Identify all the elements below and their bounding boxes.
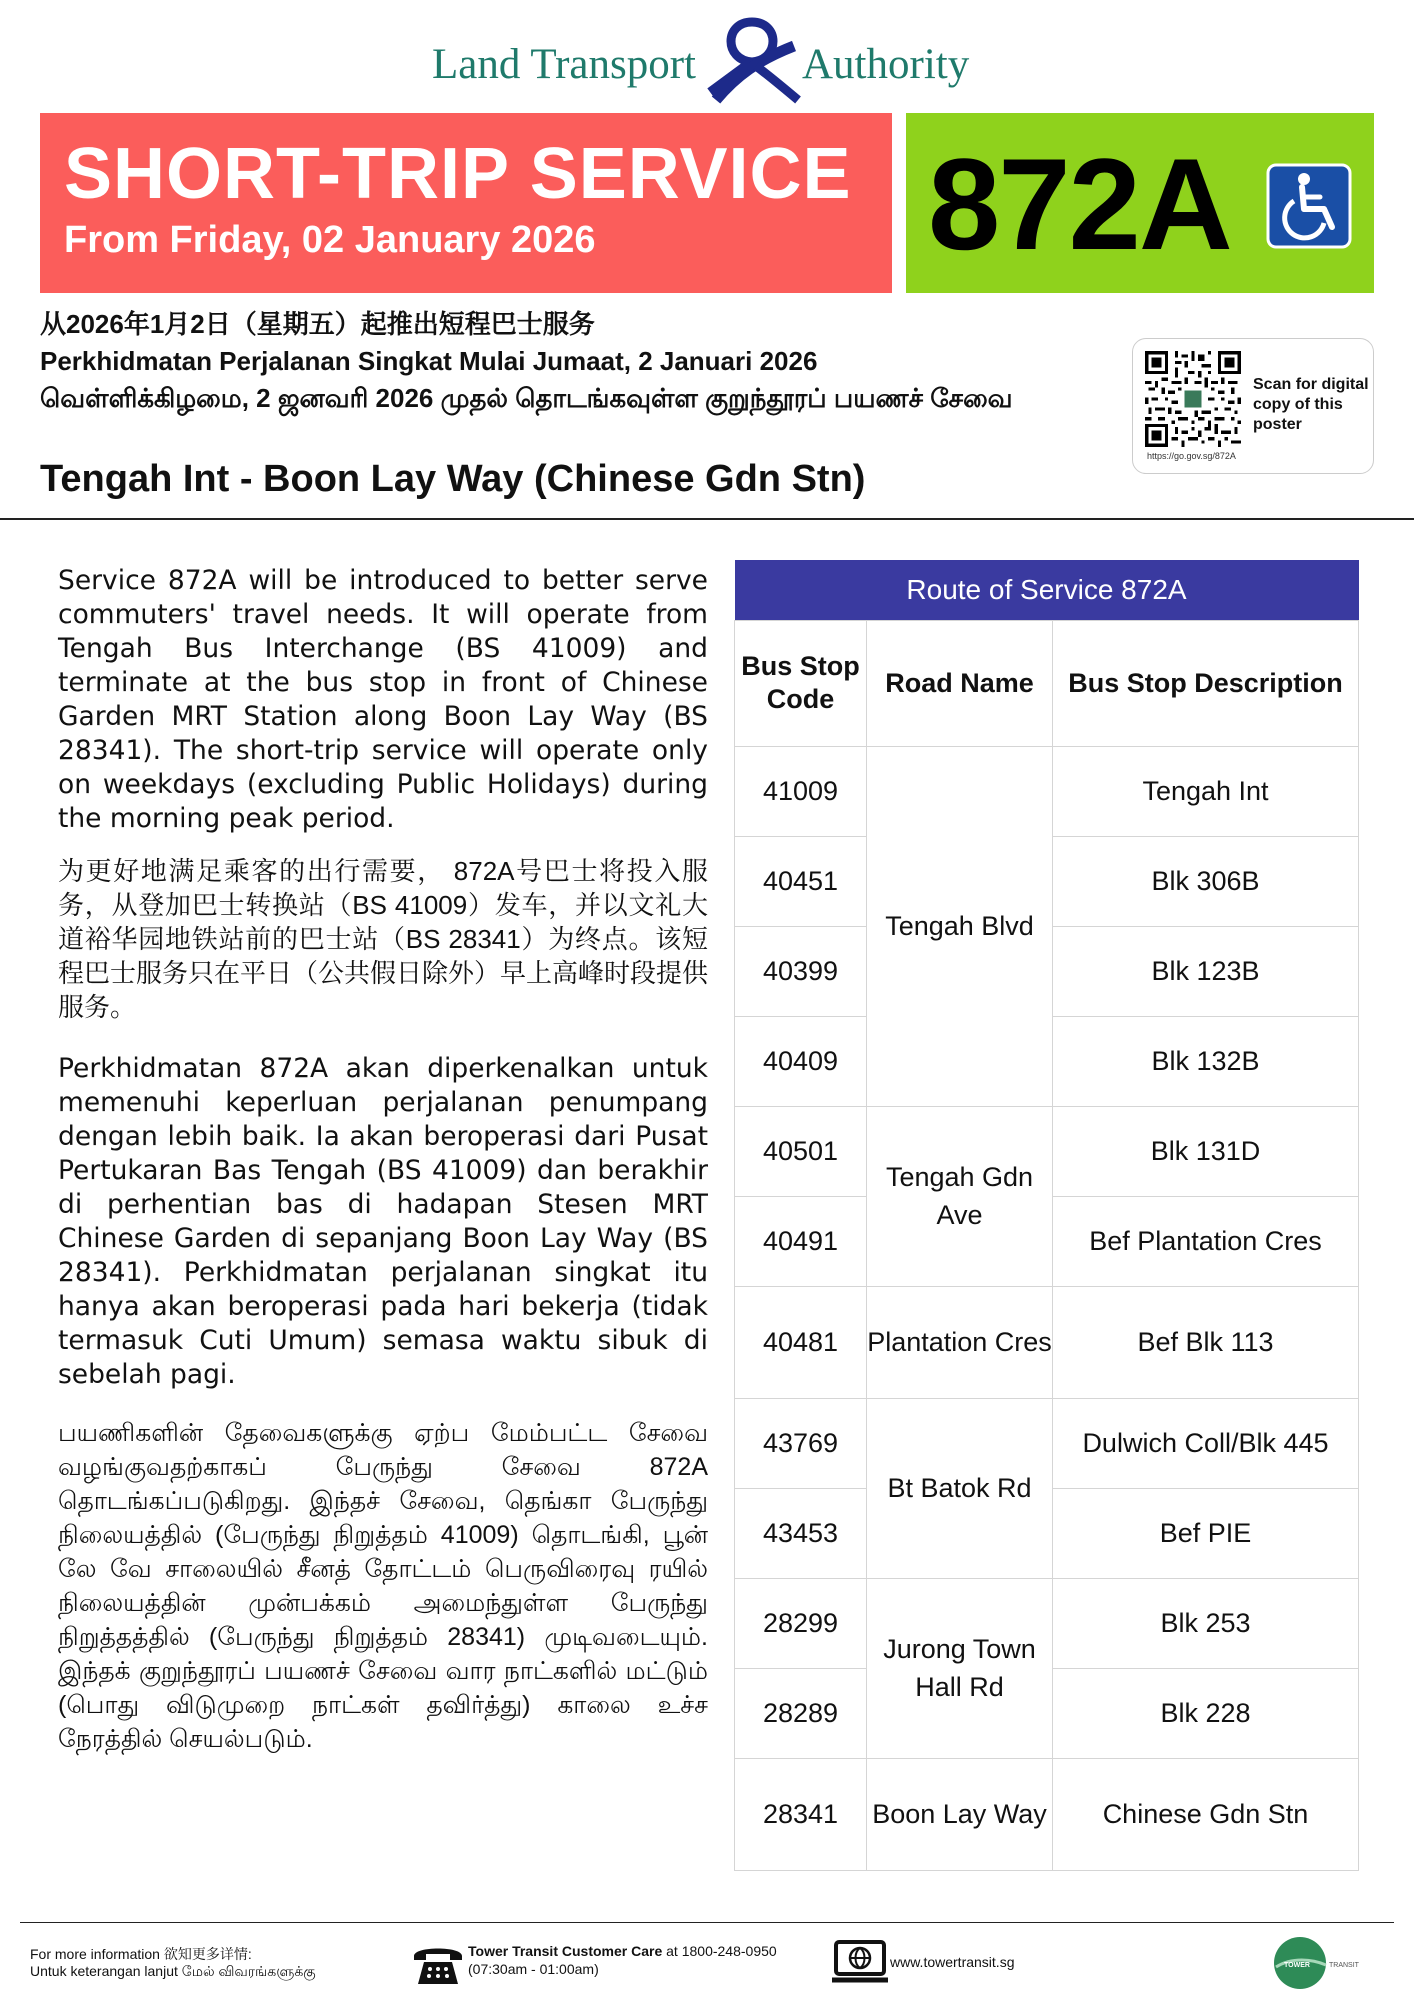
table-row (735, 1578, 1359, 1668)
route-table-title: Route of Service 872A (735, 560, 1359, 620)
bus-stop-description: Blk 123B (1053, 926, 1359, 1016)
bus-stop-description: Blk 228 (1053, 1668, 1359, 1758)
svg-text:TOWER: TOWER (1284, 1962, 1310, 1969)
bus-stop-code: 40481 (735, 1286, 867, 1398)
table-row (735, 1286, 1359, 1398)
header-road-name: Road Name (867, 620, 1053, 746)
bus-stop-description: Bef Blk 113 (1053, 1286, 1359, 1398)
road-name: Jurong Town Hall Rd (867, 1578, 1053, 1758)
bus-stop-description: Chinese Gdn Stn (1053, 1758, 1359, 1870)
table-row (735, 746, 1359, 836)
header-divider (0, 518, 1414, 520)
lta-logo (430, 14, 990, 106)
qr-code-icon (1145, 351, 1241, 447)
road-name: Boon Lay Way (867, 1758, 1053, 1870)
bus-stop-description: Dulwich Coll/Blk 445 (1053, 1398, 1359, 1488)
header-bus-stop-description: Bus Stop Description (1053, 620, 1359, 746)
bus-stop-description: Bef Plantation Cres (1053, 1196, 1359, 1286)
bus-stop-code: 40491 (735, 1196, 867, 1286)
bus-stop-code: 43769 (735, 1398, 867, 1488)
header-bus-stop-code: Bus Stop Code (735, 620, 867, 746)
website-link[interactable]: www.towertransit.sg (890, 1954, 1015, 1970)
bus-stop-code: 40501 (735, 1106, 867, 1196)
banner-date: From Friday, 02 January 2026 (64, 219, 596, 261)
bus-stop-description: Blk 131D (1053, 1106, 1359, 1196)
footer-divider (20, 1922, 1394, 1923)
bus-stop-code: 40399 (735, 926, 867, 1016)
headline-malay: Perkhidmatan Perjalanan Singkat Mulai Jumaat, 2 Januari 2026 (40, 346, 818, 376)
headline-chinese: 从2026年1月2日（星期五）起推出短程巴士服务 (40, 309, 595, 339)
lta-logo-right-text: Authority (802, 41, 970, 88)
route-table (734, 560, 1359, 1871)
banner-title: SHORT-TRIP SERVICE (64, 134, 852, 214)
description-tamil: பயணிகளின் தேவைகளுக்கு ஏற்ப மேம்பட்ட சேவை வழங்குவதற்காகப் பேருந்து சேவை 872A தொடங்கப்படுகிறது. இந்தச் சேவை, தெங்கா பேருந்து நிலையத்தில் (பேருந்து நிறுத்தம் 41009) தொடங்கி, பூன் லே வே சாலையில் சீனத் தோட்டம் பெருவிரைவு ரயில் நிலையத்தின் முன்பக்கம் அமைந்துள்ள பேருந்து நிறுத்தத்தில் (பேருந்து நிறுத்தம் 28341) முடிவடையும். இந்தக் குறுந்தூரப் பயணச் சேவை வார நாட்களில் மட்டும் (பொது விடுமுறை நாட்கள் தவிர்த்து) காலை உச்ச நேரத்தில் செயல்படும். (58, 1419, 708, 1753)
table-row (735, 1398, 1359, 1488)
description-english: Service 872A will be introduced to better serve commuters' travel needs. It will operate from Tengah Bus Interchange (BS 41009) and terminate at the bus stop in front of Chinese Garden MRT Station along Boon Lay Way (BS 28341). The short-trip service will operate only on weekdays (excluding Public Holidays) during the morning peak period. (58, 565, 708, 834)
table-row (735, 1106, 1359, 1196)
short-trip-banner (40, 113, 892, 293)
bus-stop-code: 28299 (735, 1578, 867, 1668)
bus-stop-code: 43453 (735, 1488, 867, 1578)
road-name: Bt Batok Rd (867, 1398, 1053, 1578)
description-malay: Perkhidmatan 872A akan diperkenalkan untuk memenuhi keperluan perjalanan penumpang dengan lebih baik. Ia akan beroperasi dari Pusat Pertukaran Bas Tengah (BS 41009) dan berakhir di perhentian bas di hadapan Stesen MRT Chinese Garden di sepanjang Boon Lay Way (BS 28341). Perkhidmatan perjalanan singkat itu hanya akan beroperasi pada hari bekerja (tidak termasuk Cuti Umum) semasa waktu sibuk di sebelah pagi. (58, 1053, 708, 1390)
wheelchair-accessible-icon (1266, 163, 1352, 249)
bus-stop-code: 40409 (735, 1016, 867, 1106)
service-number-banner (906, 113, 1374, 293)
customer-care-name: Tower Transit Customer Care (468, 1943, 663, 1959)
tower-transit-logo (1272, 1935, 1372, 1991)
table-row (735, 1758, 1359, 1870)
website-icon (830, 1940, 890, 1984)
customer-care (468, 1943, 777, 1959)
bus-stop-description: Blk 306B (1053, 836, 1359, 926)
route-title: Tengah Int - Boon Lay Way (Chinese Gdn Stn) (40, 458, 866, 500)
footer-info (30, 1946, 316, 1980)
bus-stop-code: 28341 (735, 1758, 867, 1870)
bus-stop-description: Blk 253 (1053, 1578, 1359, 1668)
bus-stop-description: Blk 132B (1053, 1016, 1359, 1106)
footer-info-line-1: For more information 欲知更多详情: (30, 1946, 252, 1962)
qr-code-box[interactable] (1132, 338, 1374, 474)
svg-text:TRANSIT: TRANSIT (1329, 1962, 1359, 1969)
qr-url: https://go.gov.sg/872A (1147, 451, 1236, 461)
description-chinese: 为更好地满足乘客的出行需要， 872A号巴士将投入服务，从登加巴士转换站（BS 41009）发车，并以文礼大道裕华园地铁站前的巴士站（BS 28341）为终点。该短程巴士服务只在平日（公共假日除外）早上高峰时段提供服务。 (58, 856, 709, 1022)
road-name: Plantation Cres (867, 1286, 1053, 1398)
bus-stop-code: 28289 (735, 1668, 867, 1758)
bus-stop-description: Bef PIE (1053, 1488, 1359, 1578)
road-name: Tengah Gdn Ave (867, 1106, 1053, 1286)
customer-care-hours: (07:30am - 01:00am) (468, 1961, 599, 1977)
qr-caption: Scan for digital copy of this poster (1253, 376, 1369, 433)
road-name: Tengah Blvd (867, 746, 1053, 1106)
bus-stop-code: 40451 (735, 836, 867, 926)
footer-info-line-2: Untuk keterangan lanjut மேல் விவரங்களுக்கு (30, 1963, 316, 1979)
lta-logo-left-text: Land Transport (432, 41, 696, 88)
bus-stop-description: Tengah Int (1053, 746, 1359, 836)
customer-care-number: at 1800-248-0950 (662, 1943, 777, 1959)
description-column (58, 564, 708, 1756)
bus-stop-code: 41009 (735, 746, 867, 836)
lta-ribbon-icon (702, 16, 802, 106)
headline-tamil: வெள்ளிக்கிழமை, 2 ஜனவரி 2026 முதல் தொடங்கவுள்ள குறுந்தூரப் பயணச் சேவை (40, 383, 1013, 413)
telephone-icon (410, 1940, 466, 1988)
service-number: 872A (928, 131, 1231, 277)
